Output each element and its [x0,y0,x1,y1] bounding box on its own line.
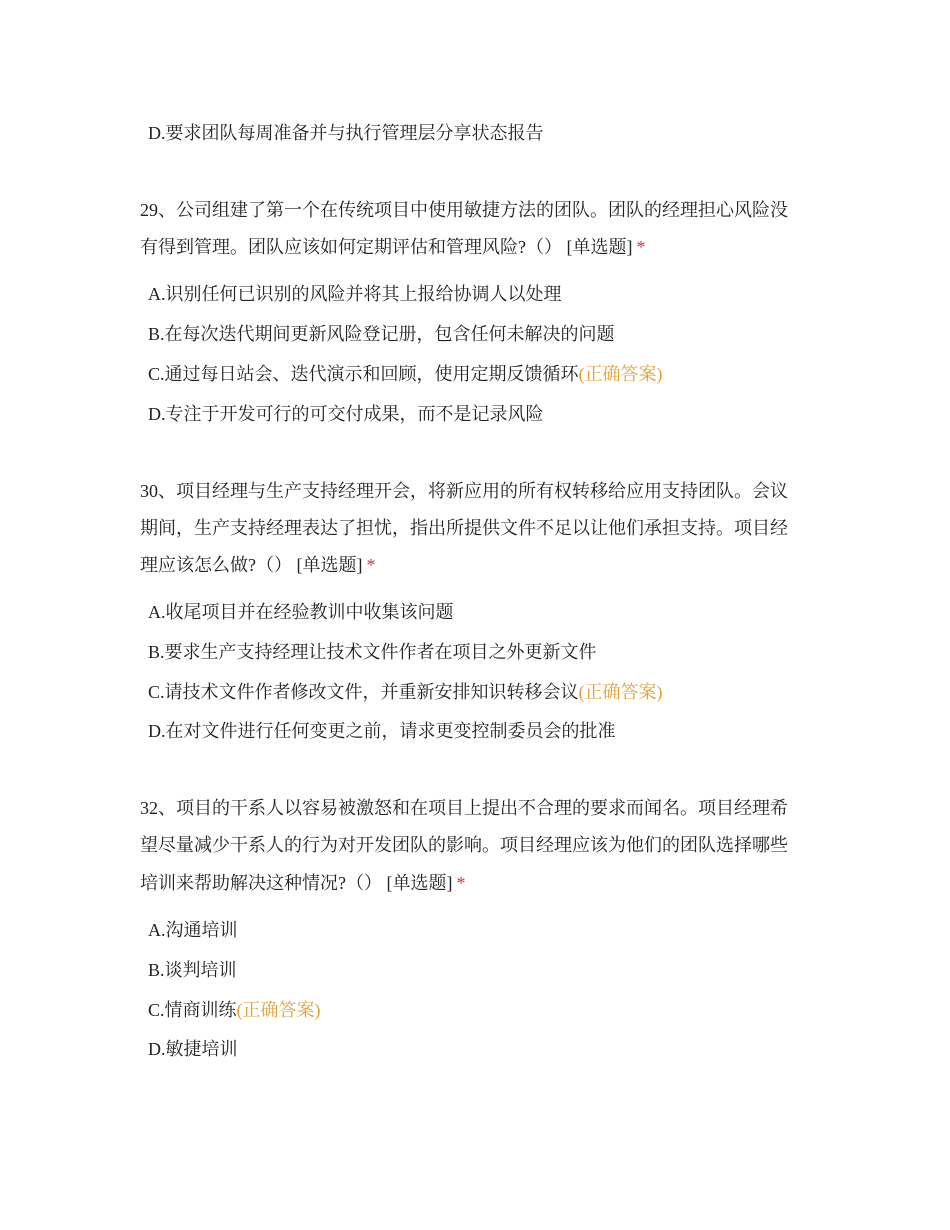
question-text-line: 32、项目的干系人以容易被激怒和在项目上提出不合理的要求而闻名。项目经理希 [140,798,788,818]
option-c: C.通过每日站会、迭代演示和回顾，使用定期反馈循环(正确答案) [148,364,663,384]
question-text-line: 29、公司组建了第一个在传统项目中使用敏捷方法的团队。团队的经理担心风险没 [140,200,788,220]
option-a: A.识别任何已识别的风险并将其上报给协调人以处理 [148,284,562,304]
option-c: C.情商训练(正确答案) [148,1000,321,1020]
correct-answer-label: (正确答案) [236,1000,321,1020]
question-text-line: 培训来帮助解决这种情况?（） [单选题] * [140,873,466,893]
prev-option-d: D.要求团队每周准备并与执行管理层分享状态报告 [148,123,544,143]
option-d: D.敏捷培训 [148,1039,238,1059]
option-d: D.在对文件进行任何变更之前，请求更变控制委员会的批准 [148,721,616,741]
question-text-line: 有得到管理。团队应该如何定期评估和管理风险?（） [单选题] * [140,237,646,257]
correct-answer-label: (正确答案) [578,364,663,384]
option-c: C.请技术文件作者修改文件，并重新安排知识转移会议(正确答案) [148,682,663,702]
question-text-line: 望尽量减少干系人的行为对开发团队的影响。项目经理应该为他们的团队选择哪些 [140,835,788,855]
required-mark: * [636,237,646,257]
question-text-line: 理应该怎么做?（） [单选题] * [140,555,376,575]
option-a: A.沟通培训 [148,920,238,940]
option-d: D.专注于开发可行的可交付成果，而不是记录风险 [148,404,544,424]
option-a: A.收尾项目并在经验教训中收集该问题 [148,602,454,622]
option-b: B.在每次迭代期间更新风险登记册，包含任何未解决的问题 [148,324,615,344]
question-text-line: 30、项目经理与生产支持经理开会，将新应用的所有权转移给应用支持团队。会议 [140,481,788,501]
option-b: B.要求生产支持经理让技术文件作者在项目之外更新文件 [148,642,597,662]
correct-answer-label: (正确答案) [578,682,663,702]
required-mark: * [456,873,466,893]
question-text-line: 期间，生产支持经理表达了担忧，指出所提供文件不足以让他们承担支持。项目经 [140,518,788,538]
required-mark: * [366,555,376,575]
option-b: B.谈判培训 [148,960,237,980]
